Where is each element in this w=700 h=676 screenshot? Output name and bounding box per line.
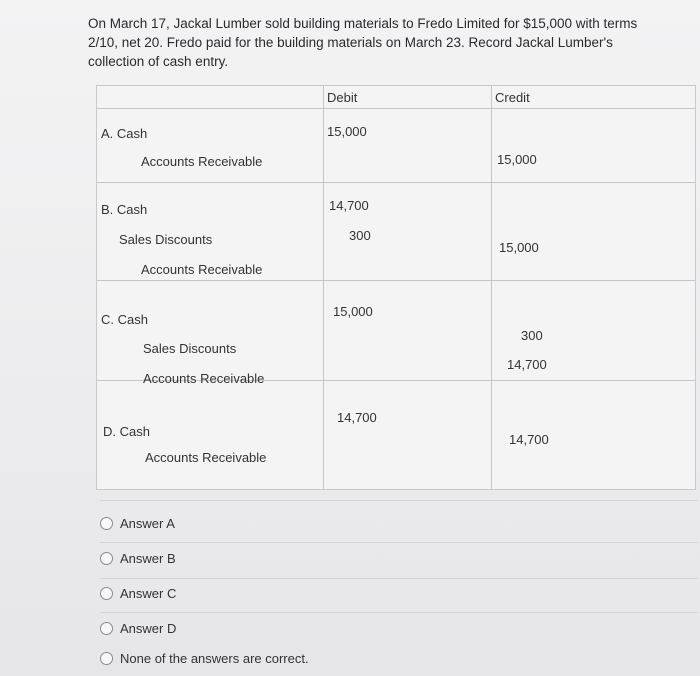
radio-circle-icon[interactable] [100,517,113,530]
option-label: Answer C [120,586,177,601]
header-divider [97,108,695,109]
entry-b-accounts-receivable: Accounts Receivable [141,262,263,277]
entry-d-cash: D. Cash [103,424,150,439]
entry-a-accounts-receivable: Accounts Receivable [141,154,263,169]
option-answer-d[interactable] [100,621,176,636]
entry-d-debit: 14,700 [337,410,377,425]
option-answer-c[interactable] [100,586,176,601]
entry-a-cash: A. Cash [101,126,148,141]
entry-c-credit-sales-discounts: 300 [521,328,543,343]
option-label: Answer A [120,516,175,531]
entry-c-debit: 15,000 [333,304,373,319]
entry-c-cash: C. Cash [101,312,148,327]
page-rule-line [100,578,698,579]
option-label: Answer B [120,551,176,566]
option-answer-a[interactable] [100,516,175,531]
row-divider-b [97,280,695,281]
entry-d-accounts-receivable: Accounts Receivable [145,450,267,465]
radio-circle-icon[interactable] [100,552,113,565]
entry-c-credit-accounts-receivable: 14,700 [507,357,547,372]
debit-header: Debit [327,90,358,105]
option-answer-b[interactable] [100,551,176,566]
radio-circle-icon[interactable] [100,652,113,665]
debit-column-line [323,86,324,489]
credit-column-line [491,86,492,489]
credit-header: Credit [495,90,530,105]
entry-c-accounts-receivable: Accounts Receivable [143,371,265,386]
question-text: On March 17, Jackal Lumber sold building materials to Fredo Limited for $15,000 with terms 2/10, net 20. Fredo paid for the building materials on March 23. Record Jackal Lumber's collection of cash entry. [88,16,638,69]
option-label: Answer D [120,621,177,636]
row-divider-a [97,182,695,183]
page-rule-line [100,542,698,543]
entry-b-cash: B. Cash [101,202,148,217]
page-rule-line [100,500,698,501]
entry-d-credit: 14,700 [509,432,549,447]
entry-b-sales-discounts: Sales Discounts [119,232,213,247]
option-label: None of the answers are correct. [120,651,309,666]
option-none-correct[interactable] [100,651,309,666]
entry-a-debit: 15,000 [327,124,367,139]
entry-a-credit: 15,000 [497,152,537,167]
page-rule-line [100,612,698,613]
entry-b-debit-sales-discounts: 300 [349,228,371,243]
journal-entry-table [96,85,696,490]
entry-c-sales-discounts: Sales Discounts [143,341,237,356]
radio-circle-icon[interactable] [100,622,113,635]
radio-circle-icon[interactable] [100,587,113,600]
entry-b-debit-cash: 14,700 [329,198,369,213]
entry-b-credit: 15,000 [499,240,539,255]
